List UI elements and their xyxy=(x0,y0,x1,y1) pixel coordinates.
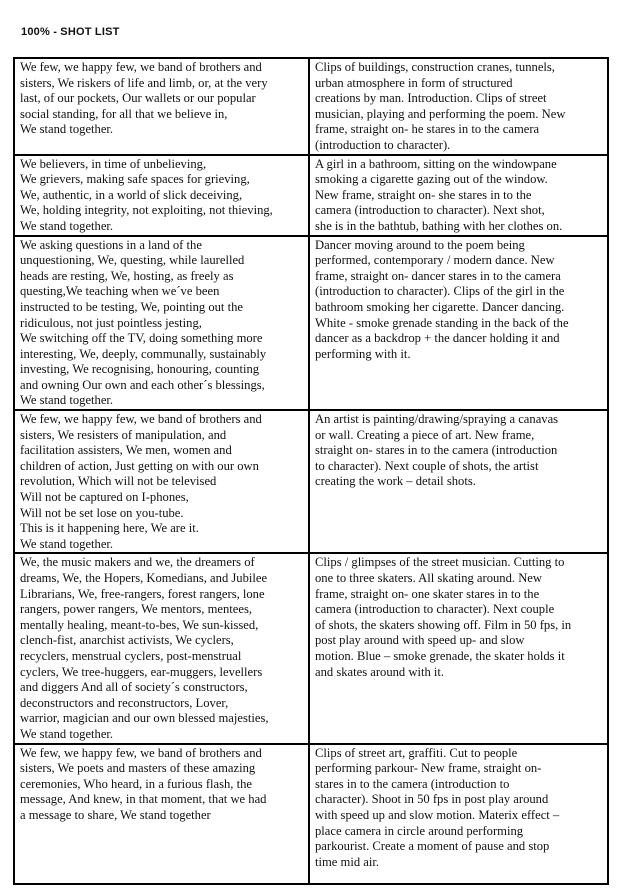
shot-description-cell xyxy=(309,553,608,743)
text-line: and skates around with it. xyxy=(315,664,445,679)
poem-cell xyxy=(14,744,309,884)
shot-description-cell xyxy=(309,410,608,553)
table-row xyxy=(14,236,608,411)
text-line: This is it happening here, We are it. xyxy=(20,521,199,536)
text-line: White - smoke grenade standing in the back of the xyxy=(315,315,569,330)
text-line: one to three skaters. All skating around. New xyxy=(315,571,542,585)
text-line: sisters, We resisters of manipulation, and xyxy=(20,427,227,442)
text-line: Dancer moving around to the poem being xyxy=(315,237,525,252)
table-row xyxy=(14,58,608,155)
text-line: We switching off the TV, doing something more xyxy=(20,331,263,346)
text-line: We asking questions in a land of the xyxy=(20,237,202,252)
text-line: We, the music makers and we, the dreamers of xyxy=(20,555,255,570)
poem-cell xyxy=(14,58,309,155)
text-line: facilitation assisters, We men, women and xyxy=(20,443,232,458)
text-line: or wall. Creating a piece of art. New frame, xyxy=(315,427,535,442)
text-line: We stand together. xyxy=(20,726,114,741)
text-line: smoking a cigarette gazing out of the window. xyxy=(315,172,548,187)
text-line: stares in to the camera (introduction to xyxy=(315,776,510,791)
text-line: cyclers, We tree-huggers, ear-muggers, levellers xyxy=(20,664,263,679)
shot-description-cell xyxy=(309,58,608,155)
text-line: Clips of buildings, construction cranes, tunnels, xyxy=(315,60,555,74)
text-line: of shots, the skaters showing off. Film in 50 fps, in xyxy=(315,617,572,632)
text-line: social standing, for all that we believe in, xyxy=(20,106,228,121)
text-line: sisters, We poets and masters of these amazing xyxy=(20,761,256,776)
text-line: post play around with speed up- and slow xyxy=(315,633,525,648)
text-line: Clips of street art, graffiti. Cut to people xyxy=(315,745,518,760)
text-line: performed, contemporary / modern dance. New xyxy=(315,253,555,268)
table-row xyxy=(14,553,608,743)
text-line: (introduction to character). Clips of the girl in the xyxy=(315,284,565,299)
text-line: urban atmosphere in form of structured xyxy=(315,75,513,90)
text-line: and owning Our own and each other´s blessings, xyxy=(20,377,265,392)
text-line: Will not be set lose on you-tube. xyxy=(20,505,184,520)
poem-cell xyxy=(14,553,309,743)
text-line: frame, straight on- dancer stares in to the camera xyxy=(315,268,561,283)
table-row xyxy=(14,744,608,884)
text-line: warrior, magician and our own blessed majesties, xyxy=(20,711,269,726)
text-line: ridiculous, not just pointless jesting, xyxy=(20,315,202,330)
text-line: A girl in a bathroom, sitting on the windowpane xyxy=(315,156,557,171)
document-title: 100% - SHOT LIST xyxy=(21,26,120,38)
text-line: unquestioning, We, questing, while laurelled xyxy=(20,253,245,268)
text-line: Will not be captured on I-phones, xyxy=(20,490,189,505)
text-line: We few, we happy few, we band of brothers and xyxy=(20,745,262,760)
text-line: to character). Next couple of shots, the artist xyxy=(315,458,539,473)
text-line: a message to share, We stand together xyxy=(20,807,211,822)
shot-list-table xyxy=(13,57,609,885)
text-line: Librarians, We, free-rangers, forest rangers, lone xyxy=(20,586,265,601)
text-line: with speed up and slow motion. Materix effect – xyxy=(315,807,560,822)
text-line: We few, we happy few, we band of brothers and xyxy=(20,60,262,74)
text-line: time mid air. xyxy=(315,854,380,869)
poem-cell xyxy=(14,236,309,411)
text-line: performing parkour- New frame, straight on- xyxy=(315,761,542,776)
text-line: rangers, power rangers, We mentors, mentees, xyxy=(20,602,253,617)
text-line: frame, straight on- he stares in to the camera xyxy=(315,122,540,137)
text-line: We stand together. xyxy=(20,218,114,233)
table-row xyxy=(14,155,608,236)
text-line: deconstructors and reconstructors, Lover, xyxy=(20,695,229,710)
text-line: investing, We recognising, honouring, counting xyxy=(20,362,260,377)
text-line: interesting, We, deeply, communally, sustainably xyxy=(20,346,267,361)
text-line: recyclers, menstrual cyclers, post-menstrual xyxy=(20,648,242,663)
text-line: dreams, We, the Hopers, Komedians, and Jubilee xyxy=(20,571,268,585)
text-line: performing with it. xyxy=(315,346,411,361)
text-line: We few, we happy few, we band of brothers and xyxy=(20,412,262,427)
text-line: motion. Blue – smoke grenade, the skater holds it xyxy=(315,648,565,663)
text-line: frame, straight on- one skater stares in to the xyxy=(315,586,540,601)
text-line: children of action, Just getting on with our own xyxy=(20,458,259,473)
shot-description-cell xyxy=(309,236,608,411)
text-line: We, holding integrity, not exploiting, not thieving, xyxy=(20,203,273,218)
text-line: and diggers And all of society´s constructors, xyxy=(20,680,248,695)
text-line: clench-fist, anarchist activists, We cyclers, xyxy=(20,633,234,648)
text-line: questing,We teaching when we´ve been xyxy=(20,284,220,299)
text-line: musician, playing and performing the poem. New xyxy=(315,106,566,121)
text-line: sisters, We riskers of life and limb, or, at the very xyxy=(20,75,268,90)
text-line: parkourist. Create a moment of pause and stop xyxy=(315,839,550,854)
text-line: We stand together. xyxy=(20,536,114,551)
text-line: bathroom smoking her cigarette. Dancer dancing. xyxy=(315,299,565,314)
shot-description-cell xyxy=(309,155,608,236)
text-line: creating the work – detail shots. xyxy=(315,474,476,489)
text-line: heads are resting, We, hosting, as freely as xyxy=(20,268,234,283)
poem-cell xyxy=(14,410,309,553)
shot-description-cell xyxy=(309,744,608,884)
text-line: message, And knew, in that moment, that we had xyxy=(20,792,267,807)
text-line: dancer as a backdrop + the dancer holding it and xyxy=(315,331,560,346)
text-line: camera (introduction to character). Next couple xyxy=(315,602,555,617)
text-line: We stand together. xyxy=(20,122,114,137)
text-line: ceremonies, Who heard, in a furious flash, the xyxy=(20,776,252,791)
text-line: We grievers, making safe spaces for grieving, xyxy=(20,172,250,187)
text-line: New frame, straight on- she stares in to the xyxy=(315,187,532,202)
text-line: We, authentic, in a world of slick deceiving, xyxy=(20,187,243,202)
text-line: instructed to be testing, We, pointing out the xyxy=(20,299,243,314)
table-row xyxy=(14,410,608,553)
text-line: she is in the bathtub, bathing with her clothes on. xyxy=(315,218,563,233)
text-line: camera (introduction to character). Next shot, xyxy=(315,203,545,218)
text-line: (introduction to character). xyxy=(315,137,451,152)
text-line: creations by man. Introduction. Clips of street xyxy=(315,91,547,106)
text-line: character). Shoot in 50 fps in post play around xyxy=(315,792,549,807)
text-line: straight on- stares in to the camera (introduction xyxy=(315,443,558,458)
text-line: revolution, Which will not be televised xyxy=(20,474,217,489)
poem-cell xyxy=(14,155,309,236)
text-line: mentally healing, meant-to-bes, We sun-kissed, xyxy=(20,617,259,632)
text-line: Clips / glimpses of the street musician. Cutting to xyxy=(315,555,565,570)
text-line: place camera in circle around performing xyxy=(315,823,524,838)
text-line: An artist is painting/drawing/spraying a canavas xyxy=(315,412,559,427)
text-line: We stand together. xyxy=(20,393,114,408)
text-line: We believers, in time of unbelieving, xyxy=(20,156,207,171)
text-line: last, of our pockets, Our wallets or our popular xyxy=(20,91,256,106)
